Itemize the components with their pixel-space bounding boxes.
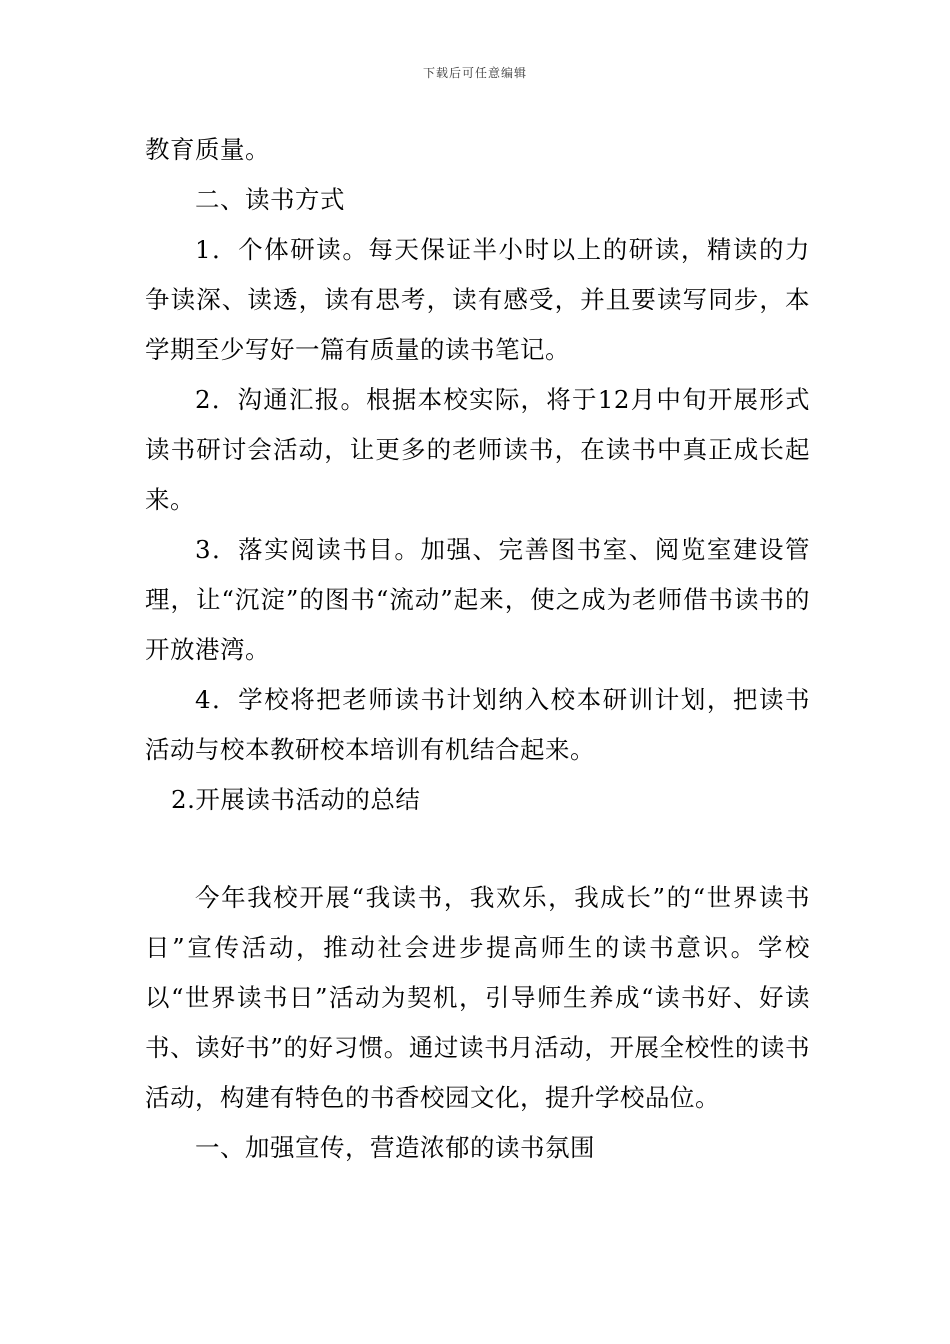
paragraph-item-2: 2．沟通汇报。根据本校实际，将于12月中旬开展形式读书研讨会活动，让更多的老师读书，在读书中真正成长起来。 bbox=[145, 385, 810, 514]
section-heading-promotion: 一、加强宣传，营造浓郁的读书氛围 bbox=[195, 1133, 595, 1162]
page-header-note: 下载后可任意编辑 bbox=[422, 66, 527, 80]
paragraph-item-3: 3．落实阅读书目。加强、完善图书室、阅览室建设管理，让“沉淀”的图书“流动”起来，使之成为老师借书读书的开放港湾。 bbox=[145, 535, 810, 664]
document-body bbox=[145, 125, 810, 1173]
paragraph-item-1: 1．个体研读。每天保证半小时以上的研读，精读的力争读深、读透，读有思考，读有感受，并且要读写同步，本学期至少写好一篇有质量的读书笔记。 bbox=[145, 235, 810, 364]
paragraph-continuation: 教育质量。 bbox=[145, 135, 270, 164]
blank-gap bbox=[145, 825, 810, 873]
section-heading-reading-methods: 二、读书方式 bbox=[195, 185, 345, 214]
paragraph-summary-intro: 今年我校开展“我读书，我欢乐，我成长”的“世界读书日”宣传活动，推动社会进步提高师生的读书意识。学校以“世界读书日”活动为契机，引导师生养成“读书好、好读书、读好书”的好习惯。通过读书月活动，开展全校性的读书活动，构建有特色的书香校园文化，提升学校品位。 bbox=[145, 883, 810, 1112]
section-title-summary: 2.开展读书活动的总结 bbox=[171, 785, 421, 814]
paragraph-item-4: 4．学校将把老师读书计划纳入校本研训计划，把读书活动与校本教研校本培训有机结合起来。 bbox=[145, 685, 810, 764]
